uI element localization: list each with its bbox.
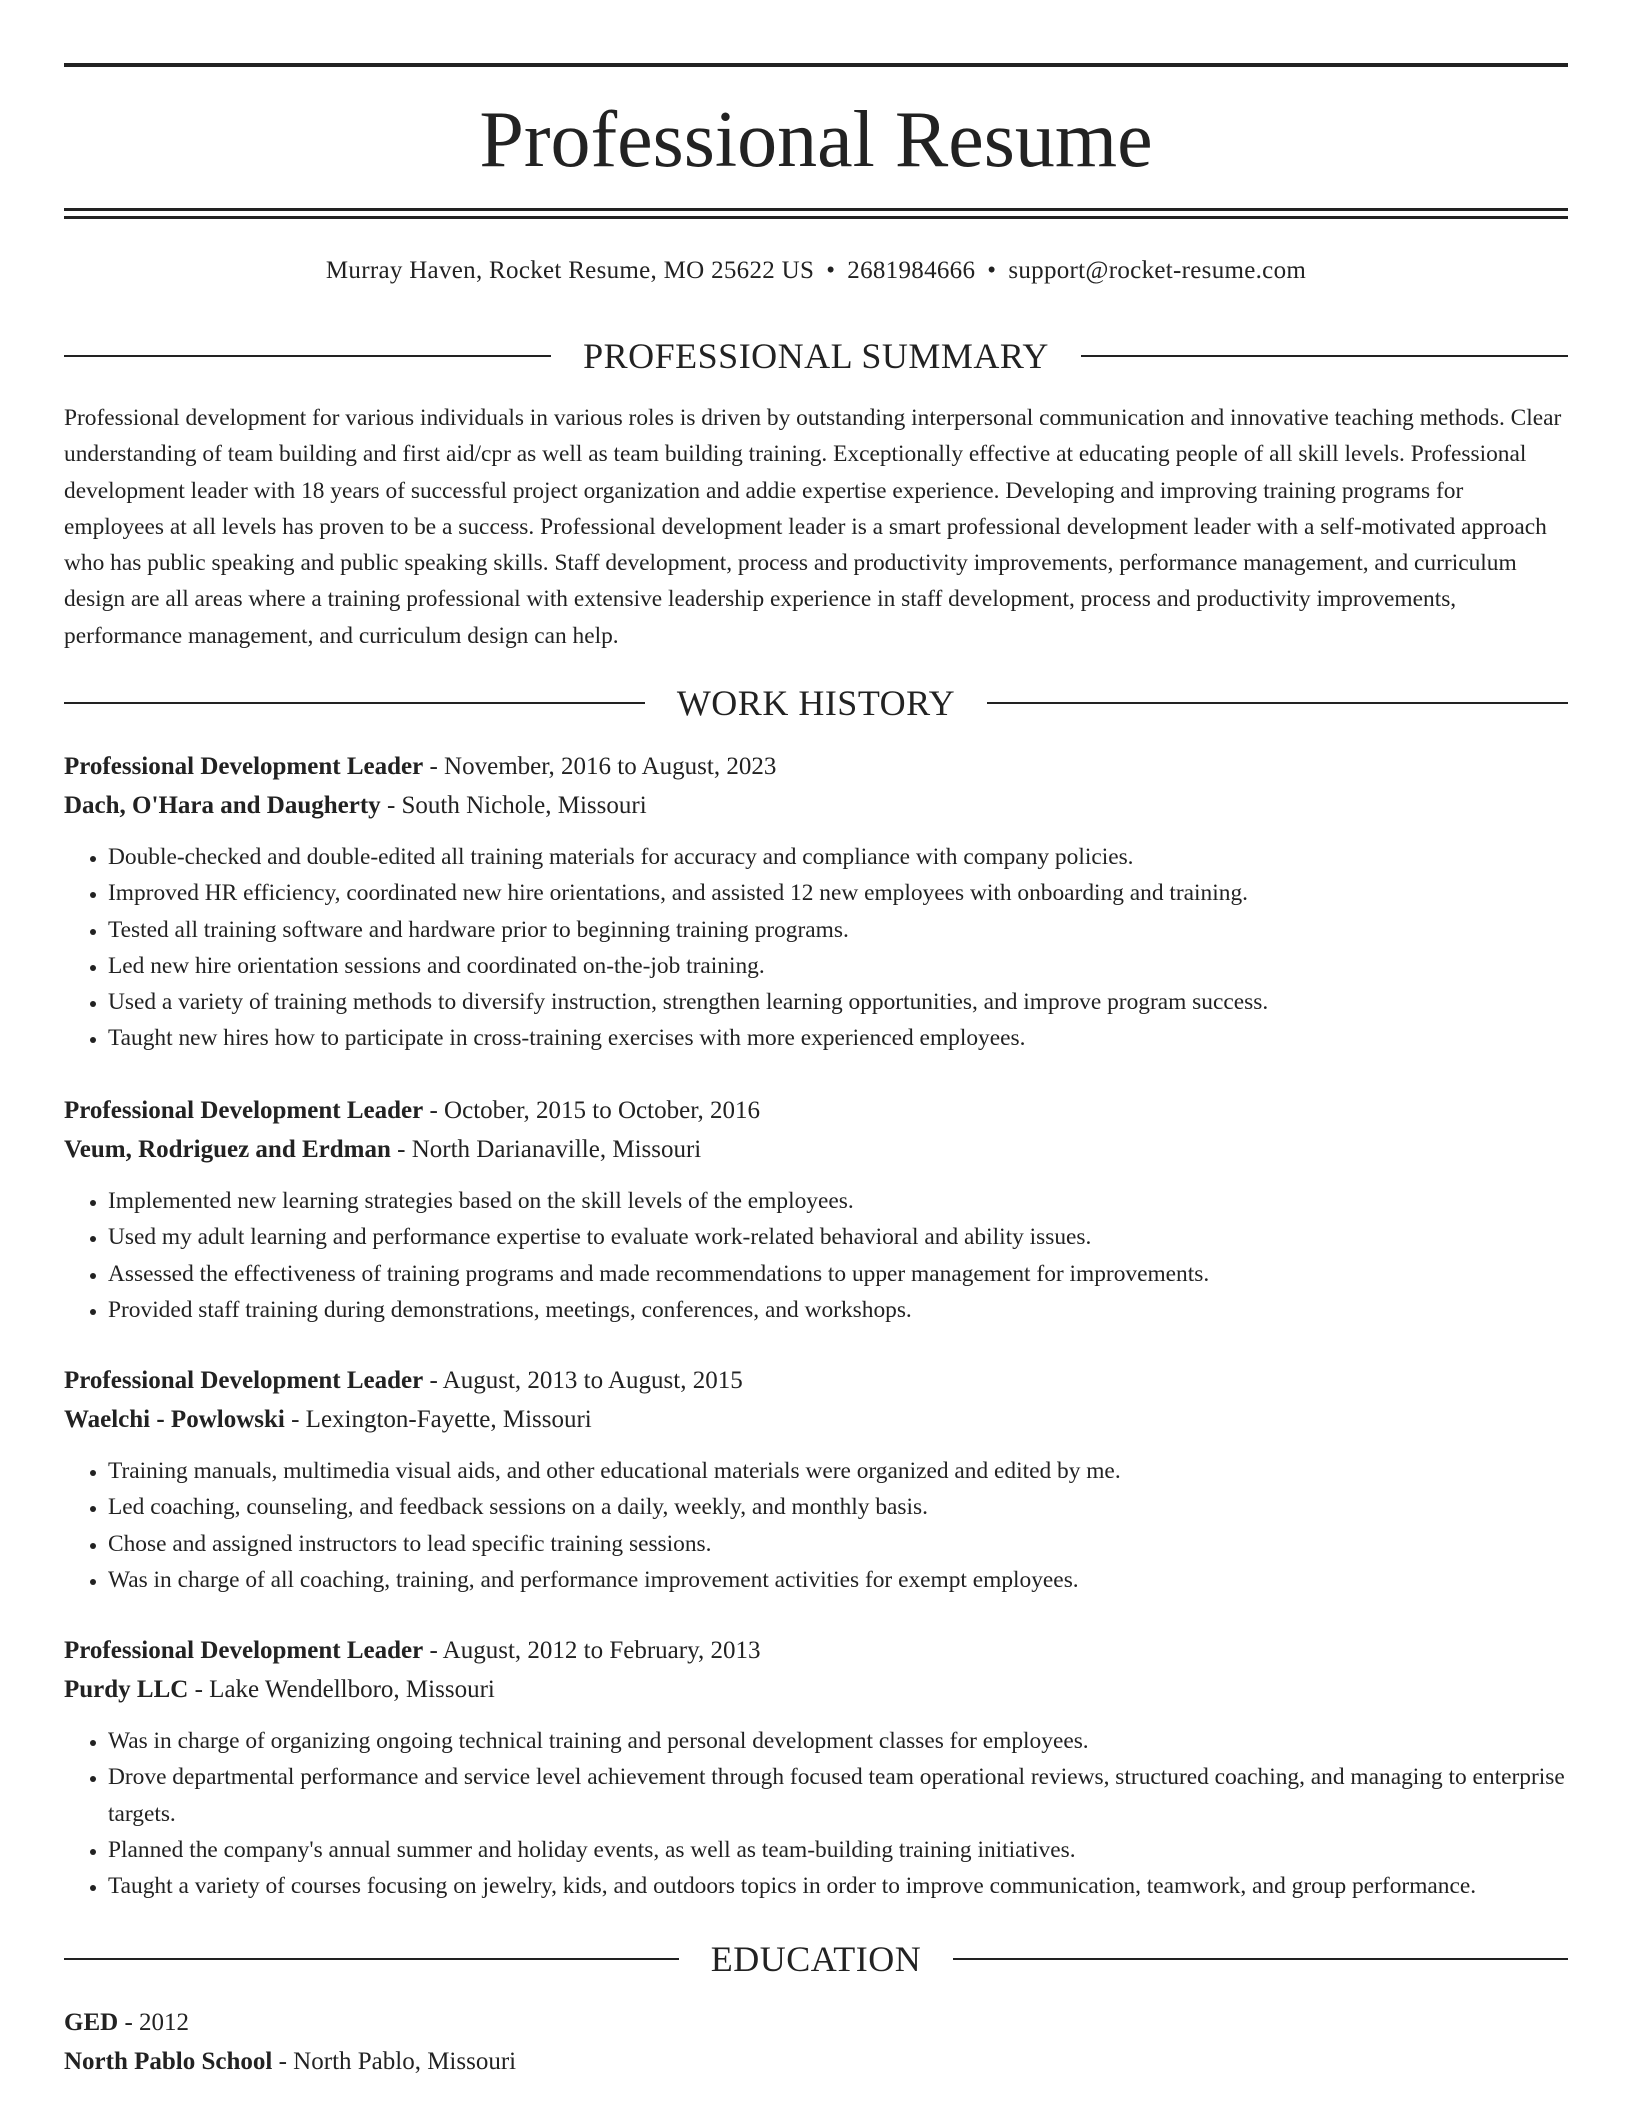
job-dates: - August, 2012 to February, 2013 — [423, 1637, 761, 1664]
job-entry — [64, 747, 1568, 1057]
job-title-line — [64, 1091, 1568, 1130]
job-bullets — [64, 839, 1568, 1057]
job-company-line — [64, 786, 1568, 825]
job-bullet: • Improved HR efficiency, coordinated new hire orientations, and assisted 12 new employees with onboarding and training. — [108, 875, 1568, 911]
job-bullet: • Taught new hires how to participate in cross-training exercises with more experienced employees. — [108, 1020, 1568, 1056]
job-bullet: • Led new hire orientation sessions and coordinated on-the-job training. — [108, 948, 1568, 984]
summary-text: Professional development for various individuals in various roles is driven by outstanding interpersonal communication and innovative teaching methods. Clear understanding of team building and first aid/cpr as well as team building training. Exceptionally effective at educating people of all skill levels. Professional development leader with 18 years of successful project organization and addie expertise experience. Developing and improving training programs for employees at all levels has proven to be a success. Professional development leader is a smart professional development leader with a self-motivated approach who has public speaking and public speaking skills. Staff development, process and productivity improvements, performance management, and curriculum design are all areas where a training professional with extensive leadership experience in staff development, process and productivity improvements, performance management, and curriculum design can help. — [64, 405, 1562, 649]
job-bullet: • Taught a variety of courses focusing on jewelry, kids, and outdoors topics in order to improve communication, teamwork, and group performance. — [108, 1868, 1568, 1904]
job-title-line — [64, 1361, 1568, 1400]
job-bullet: • Double-checked and double-edited all training materials for accuracy and compliance with company policies. — [108, 839, 1568, 875]
contact-line — [64, 254, 1568, 288]
job-bullet: • Training manuals, multimedia visual aids, and other educational materials were organized and edited by me. — [108, 1453, 1568, 1489]
section-rule-left — [64, 355, 551, 357]
education-year: - 2012 — [118, 2009, 190, 2036]
job-title-line — [64, 1631, 1568, 1670]
job-entry — [64, 1091, 1568, 1328]
job-bullet: • Led coaching, counseling, and feedback sessions on a daily, weekly, and monthly basis. — [108, 1489, 1568, 1525]
work-section-header — [64, 681, 1568, 725]
contact-separator: • — [826, 257, 836, 284]
contact-separator: • — [987, 257, 997, 284]
job-dates: - October, 2015 to October, 2016 — [423, 1097, 761, 1124]
job-title: Professional Development Leader — [64, 1637, 424, 1664]
education-school-line — [64, 2042, 1568, 2081]
job-location: - Lake Wendellboro, Missouri — [188, 1676, 495, 1703]
job-company-line — [64, 1400, 1568, 1439]
job-title-line — [64, 747, 1568, 786]
top-rule — [64, 63, 1568, 67]
title-double-rule-upper — [64, 208, 1568, 211]
education-school: North Pablo School — [64, 2048, 273, 2075]
education-degree: GED — [64, 2009, 119, 2036]
job-bullets — [64, 1453, 1568, 1598]
section-rule-right — [953, 1958, 1568, 1960]
job-dates: - August, 2013 to August, 2015 — [423, 1367, 743, 1394]
job-entry — [64, 1631, 1568, 1904]
job-bullet: • Provided staff training during demonstrations, meetings, conferences, and workshops. — [108, 1292, 1568, 1328]
job-bullet: • Used my adult learning and performance expertise to evaluate work-related behavioral and ability issues. — [108, 1219, 1568, 1255]
job-bullet: • Implemented new learning strategies based on the skill levels of the employees. — [108, 1183, 1568, 1219]
education-entry — [64, 2003, 1568, 2081]
job-bullet: • Planned the company's annual summer and holiday events, as well as team-building training initiatives. — [108, 1832, 1568, 1868]
job-bullets — [64, 1723, 1568, 1904]
job-title: Professional Development Leader — [64, 753, 424, 780]
job-bullets — [64, 1183, 1568, 1328]
job-company: Purdy LLC — [64, 1676, 189, 1703]
job-entry — [64, 1361, 1568, 1598]
contact-phone: 2681984666 — [847, 257, 976, 284]
education-heading: EDUCATION — [710, 1939, 922, 1979]
work-heading: WORK HISTORY — [676, 683, 956, 723]
job-location: - South Nichole, Missouri — [380, 792, 647, 819]
section-rule-right — [1081, 355, 1568, 357]
job-company: Dach, O'Hara and Daugherty — [64, 792, 381, 819]
job-bullet: • Drove departmental performance and service level achievement through focused team operational reviews, structured coaching, and managing to enterprise targets. — [108, 1759, 1568, 1832]
section-rule-right — [987, 702, 1568, 704]
contact-email: support@rocket-resume.com — [1008, 257, 1307, 284]
job-bullet: • Chose and assigned instructors to lead specific training sessions. — [108, 1526, 1568, 1562]
job-company-line — [64, 1670, 1568, 1709]
section-rule-left — [64, 702, 645, 704]
job-location: - Lexington-Fayette, Missouri — [284, 1406, 592, 1433]
job-bullet: • Assessed the effectiveness of training programs and made recommendations to upper management for improvements. — [108, 1256, 1568, 1292]
job-location: - North Darianaville, Missouri — [390, 1136, 702, 1163]
job-bullet: • Tested all training software and hardware prior to beginning training programs. — [108, 912, 1568, 948]
title-double-rule-lower — [64, 216, 1568, 219]
job-company: Waelchi - Powlowski — [64, 1406, 285, 1433]
job-company: Veum, Rodriguez and Erdman — [64, 1136, 391, 1163]
education-location: - North Pablo, Missouri — [272, 2048, 517, 2075]
education-degree-line — [64, 2003, 1568, 2042]
education-section-header — [64, 1937, 1568, 1981]
summary-section-header — [64, 334, 1568, 378]
section-rule-left — [64, 1958, 679, 1960]
contact-address: Murray Haven, Rocket Resume, MO 25622 US — [325, 257, 815, 284]
resume-title: Professional Resume — [479, 96, 1153, 184]
job-title: Professional Development Leader — [64, 1367, 424, 1394]
summary-heading: PROFESSIONAL SUMMARY — [583, 336, 1049, 376]
job-company-line — [64, 1130, 1568, 1169]
job-bullet: • Was in charge of organizing ongoing technical training and personal development classes for employees. — [108, 1723, 1568, 1759]
job-bullet: • Used a variety of training methods to diversify instruction, strengthen learning opportunities, and improve program success. — [108, 984, 1568, 1020]
job-dates: - November, 2016 to August, 2023 — [423, 753, 777, 780]
job-bullet: • Was in charge of all coaching, training, and performance improvement activities for exempt employees. — [108, 1562, 1568, 1598]
job-title: Professional Development Leader — [64, 1097, 424, 1124]
